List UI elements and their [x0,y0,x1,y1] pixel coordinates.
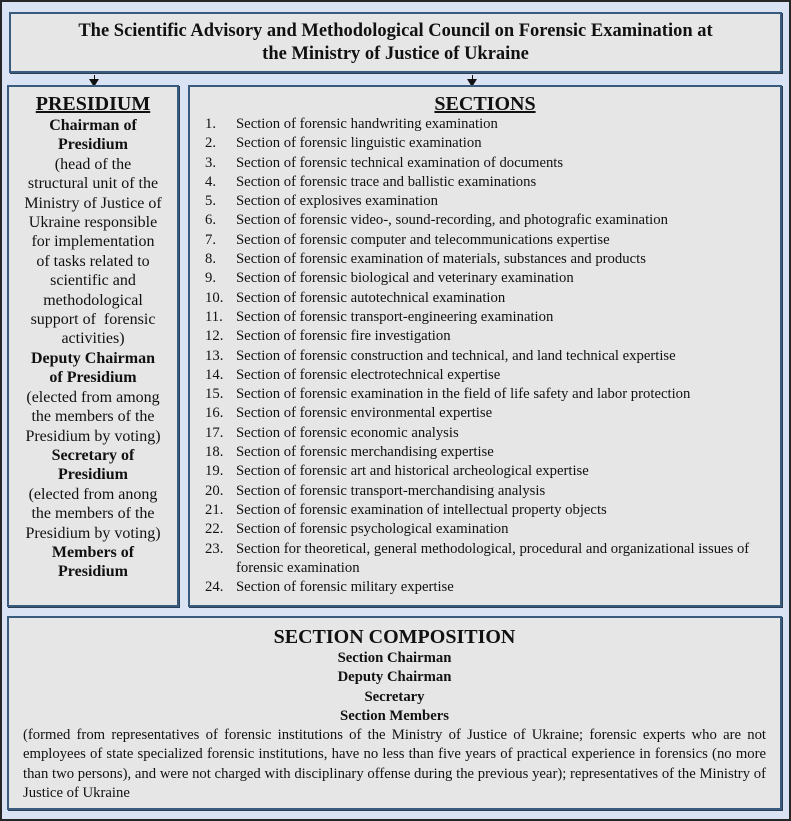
section-list-item [200,404,770,423]
desc-line: methodological [43,291,143,309]
section-number: 20. [205,482,224,499]
section-composition-box [7,616,782,810]
section-name: Section of forensic video-, sound-recording, and photografic examination [236,212,668,229]
members-role-line: Members of [51,543,135,561]
section-list-item [200,327,770,346]
council-title [11,14,780,66]
section-list-item [200,211,770,230]
secretary-role-line: Presidium [58,466,128,484]
desc-line: Presidium by voting) [25,427,161,445]
section-number: 21. [205,501,224,518]
council-title-line-2: the Ministry of Justice of Ukraine [262,44,529,64]
chairman-role [13,116,173,155]
desc-line: for implementation [31,233,155,251]
chairman-role-line: Presidium [58,136,128,154]
presidium-heading: PRESIDIUM [35,93,151,115]
section-name: Section of forensic environmental expertise [236,405,493,422]
section-list-item [200,482,770,501]
members-role-line: Presidium [58,563,128,581]
desc-line: structural unit of the [27,175,159,193]
deputy-chairman-description [13,388,173,446]
section-list-item [200,385,770,404]
section-number: 17. [205,424,224,441]
section-list-item [200,250,770,269]
section-number: 6. [205,212,217,229]
section-list-item [200,462,770,481]
desc-line: (elected from among [26,388,160,406]
section-number: 23. [205,540,224,557]
section-list-item [200,443,770,462]
section-name: Section of explosives examination [236,193,438,210]
desc-line: of tasks related to [36,252,150,270]
presidium-box [7,85,179,607]
section-name: Section of forensic examination of materials, substances and products [236,251,646,268]
section-list-item [200,269,770,288]
section-name: Section of forensic biological and veterinary examination [236,270,574,287]
desc-line: scientific and [50,272,136,290]
section-name: Section of forensic fire investigation [236,328,451,345]
section-number: 3. [205,154,217,171]
section-name: Section of forensic transport-engineering examination [236,308,554,325]
section-list-item [200,578,770,597]
section-number: 1. [205,116,217,132]
section-number: 2. [205,135,217,152]
section-number: 5. [205,193,217,210]
sections-box [188,85,782,607]
section-name: Section of forensic handwriting examination [236,116,498,132]
section-chairman-role: Section Chairman [337,650,452,666]
desc-line: Presidium by voting) [25,524,161,542]
composition-heading: SECTION COMPOSITION [273,626,516,648]
secretary-role: Secretary [364,688,425,705]
desc-line: the members of the [31,505,155,523]
section-members-role: Section Members [340,707,449,724]
section-number: 13. [205,347,224,364]
section-list-item [200,134,770,153]
section-list-item [200,231,770,250]
composition-description: (formed from representatives of forensic institutions of the Ministry of Justice of Ukraine; forensic experts who are not employees of state specialized forensic institutions, have no less than five years of practical experience in forensics (no more than two persons), and were not charged with disciplinary offense during the previous year); representatives of the Ministry of Justice of Ukraine [23,727,766,802]
section-list-item [200,347,770,366]
section-name: Section of forensic electrotechnical expertise [236,366,501,383]
section-number: 14. [205,366,224,383]
deputy-role-line: of Presidium [49,369,137,387]
section-number: 16. [205,405,224,422]
section-number: 19. [205,463,224,480]
section-list-item [200,289,770,308]
desc-line: (head of the [54,155,132,173]
sections-heading: SECTIONS [434,93,536,115]
section-list-item [200,424,770,443]
deputy-chairman-role [13,349,173,388]
section-number: 7. [205,231,217,248]
section-number: 15. [205,386,224,403]
section-name: Section of forensic psychological examination [236,521,509,538]
section-name: Section of forensic technical examination of documents [236,154,564,171]
chairman-description [13,155,173,349]
desc-line: support of forensic [30,311,156,329]
desc-line: Ministry of Justice of [24,194,162,212]
section-number: 24. [205,579,224,596]
section-name: Section of forensic examination in the field of life safety and labor protection [236,386,691,403]
section-number: 11. [205,308,223,325]
section-name: Section of forensic trace and ballistic examinations [236,173,537,190]
section-number: 4. [205,173,217,190]
desc-line: Ukraine responsible [28,214,158,232]
council-title-line-1: The Scientific Advisory and Methodological Council on Forensic Examination at [78,21,713,41]
section-list-item [200,540,770,579]
section-list-item [200,520,770,539]
desc-line: the members of the [31,408,155,426]
section-name: Section of forensic military expertise [236,579,454,596]
section-name: Section of forensic computer and telecommunications expertise [236,231,610,248]
members-role [13,543,173,582]
section-list-item [200,308,770,327]
section-name: Section of forensic transport-merchandising analysis [236,482,546,499]
section-name: Section of forensic economic analysis [236,424,459,441]
sections-list [200,115,770,597]
council-title-box [9,12,782,73]
section-number: 22. [205,521,224,538]
secretary-role [13,446,173,485]
section-number: 12. [205,328,224,345]
secretary-role-line: Secretary of [51,446,135,464]
section-name: Section of forensic merchandising expertise [236,444,494,461]
section-name: Section of forensic autotechnical examination [236,289,506,306]
section-name: Section of forensic art and historical archeological expertise [236,463,589,480]
deputy-chairman-role: Deputy Chairman [337,669,452,686]
desc-line: activities) [61,330,125,348]
section-name: Section of forensic linguistic examination [236,135,482,152]
secretary-description [13,485,173,543]
chairman-role-line: Chairman of [49,117,137,134]
section-number: 18. [205,444,224,461]
section-list-item [200,192,770,211]
section-list-item [200,173,770,192]
section-list-item [200,115,770,134]
section-list-item [200,501,770,520]
section-number: 9. [205,270,217,287]
desc-line: (elected from anong [28,485,158,503]
section-number: 8. [205,251,217,268]
section-name: Section of forensic construction and technical, and land technical expertise [236,347,676,364]
section-name: Section of forensic examination of intellectual property objects [236,501,607,518]
section-name: Section for theoretical, general methodological, procedural and organizational issues of forensic examination [236,540,750,576]
section-number: 10. [205,289,224,306]
section-list-item [200,366,770,385]
section-list-item [200,154,770,173]
deputy-role-line: Deputy Chairman [30,349,155,367]
